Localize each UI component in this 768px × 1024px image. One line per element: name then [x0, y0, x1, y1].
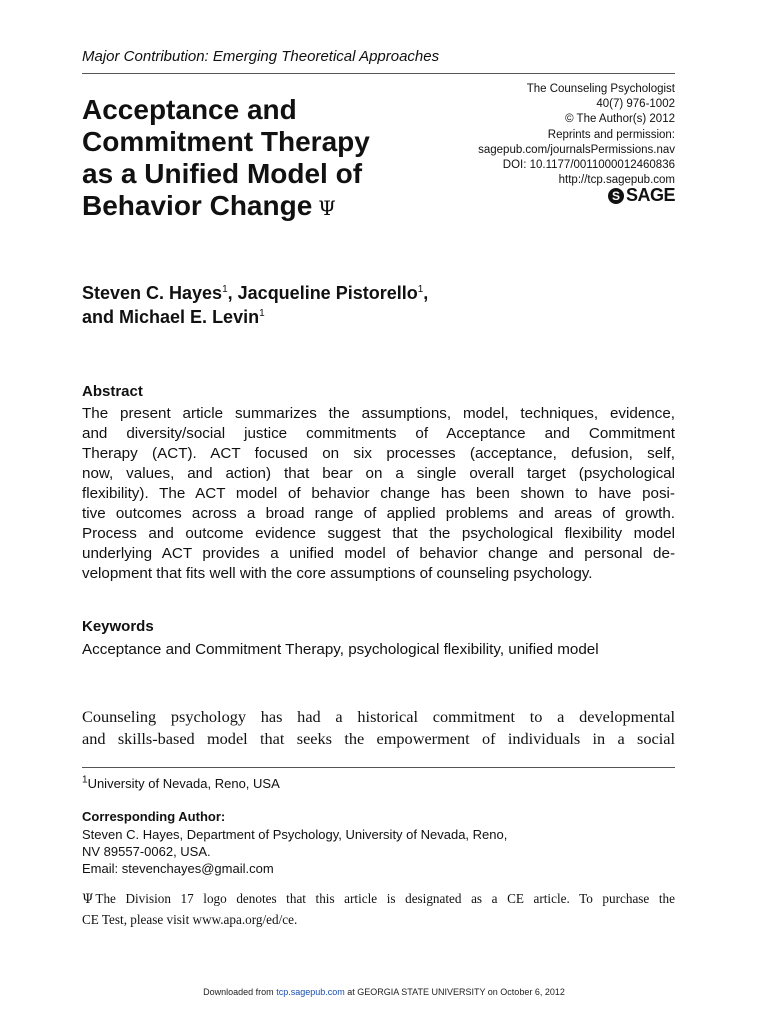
download-prefix: Downloaded from [203, 987, 274, 997]
copyright: © The Author(s) 2012 [565, 113, 675, 126]
article-title [82, 94, 442, 224]
download-notice [0, 987, 768, 997]
corresponding-author-heading: Corresponding Author: [82, 809, 226, 824]
author-name: Michael E. Levin [119, 307, 260, 327]
author-name: Jacqueline Pistorello [237, 283, 418, 303]
ce-note-line-2: CE Test, please visit www.apa.org/ed/ce. [82, 912, 298, 927]
abstract-body [82, 404, 675, 584]
abstract-line: tive outcomes across a broad range of applied problems and areas of growth. [82, 505, 675, 522]
author-affiliation-sup: 1 [222, 284, 228, 295]
ce-note-text: The Division 17 logo denotes that this article is designated as a CE article. To purchase the [95, 891, 675, 906]
author-affiliation-sup: 1 [417, 284, 424, 295]
abstract-line: Process and outcome evidence suggest that the psychological flexibility model [82, 525, 675, 542]
keywords-text: Acceptance and Commitment Therapy, psychological flexibility, unified model [82, 641, 599, 658]
corresponding-line: NV 89557-0062, USA. [82, 844, 211, 859]
author-name: Steven C. Hayes [82, 283, 223, 303]
download-source-link[interactable]: tcp.sagepub.com [276, 987, 345, 997]
division17-psi-icon: Ψ [318, 196, 336, 220]
title-line-4 [82, 190, 442, 224]
abstract-line: underlying ACT provides a unified model of behavior change and personal de- [82, 545, 675, 562]
abstract-heading: Abstract [82, 383, 143, 400]
journal-name: The Counseling Psychologist [526, 83, 675, 95]
reprints-label: Reprints and permission: [547, 128, 675, 141]
body-paragraph [82, 706, 675, 750]
title-line-3: as a Unified Model of [82, 158, 363, 189]
corresponding-line: Steven C. Hayes, Department of Psychology, University of Nevada, Reno, [82, 827, 508, 842]
permissions-link[interactable]: sagepub.com/journalsPermissions.nav [478, 143, 675, 156]
sage-logo-icon: S [608, 188, 624, 204]
keywords-heading: Keywords [82, 618, 154, 635]
section-label: Major Contribution: Emerging Theoretical Approaches [82, 48, 440, 65]
ce-note [82, 889, 675, 930]
journal-volume: 40(7) 976-1002 [596, 98, 675, 111]
sage-logo-text: SAGE [625, 185, 675, 205]
body-line: and skills-based model that seeks the empowerment of individuals in a social [82, 729, 675, 748]
corresponding-email[interactable]: Email: stevenchayes@gmail.com [82, 861, 274, 876]
abstract-line: now, values, and action) that bear on a single overall target (psychological [82, 465, 675, 482]
publication-info [478, 82, 675, 188]
title-line-4-text: Behavior Change [82, 190, 313, 221]
author-list [82, 281, 428, 329]
abstract-line: and diversity/social justice commitments of Acceptance and Commitment [82, 425, 675, 442]
abstract-line: The present article summarizes the assumptions, model, techniques, evidence, [82, 405, 675, 422]
abstract-line: Therapy (ACT). ACT focused on six processes (acceptance, defusion, self, [82, 445, 675, 462]
abstract-line: flexibility). The ACT model of behavior change has been shown to have posi- [82, 485, 675, 502]
download-suffix: at GEORGIA STATE UNIVERSITY on October 6, 2012 [347, 987, 565, 997]
affiliation-sup: 1 [82, 774, 88, 786]
author-affiliation-sup: 1 [259, 308, 265, 319]
title-line-1: Acceptance and [82, 94, 297, 125]
abstract-line: velopment that fits well with the core assumptions of counseling psychology. [82, 565, 593, 582]
sage-logo [608, 185, 675, 206]
ce-note-line-1 [82, 889, 675, 910]
corresponding-author-details [82, 826, 507, 877]
affiliation-text: University of Nevada, Reno, USA [87, 776, 280, 791]
authors-line-2 [82, 305, 428, 329]
doi[interactable]: DOI: 10.1177/0011000012460836 [502, 159, 675, 172]
affiliation-note [82, 776, 280, 791]
division17-psi-icon: Ψ [82, 892, 94, 907]
header-rule [82, 73, 675, 74]
author-conjunction: and [82, 307, 115, 327]
footnote-rule [82, 767, 675, 768]
title-line-2: Commitment Therapy [82, 126, 370, 157]
authors-line-1: Steven C. Hayes$^1$, Jacqueline Pistorello$^1$, [82, 283, 429, 303]
journal-url-link[interactable]: http://tcp.sagepub.com [558, 174, 675, 187]
body-line: Counseling psychology has had a historical commitment to a developmental [82, 707, 675, 726]
